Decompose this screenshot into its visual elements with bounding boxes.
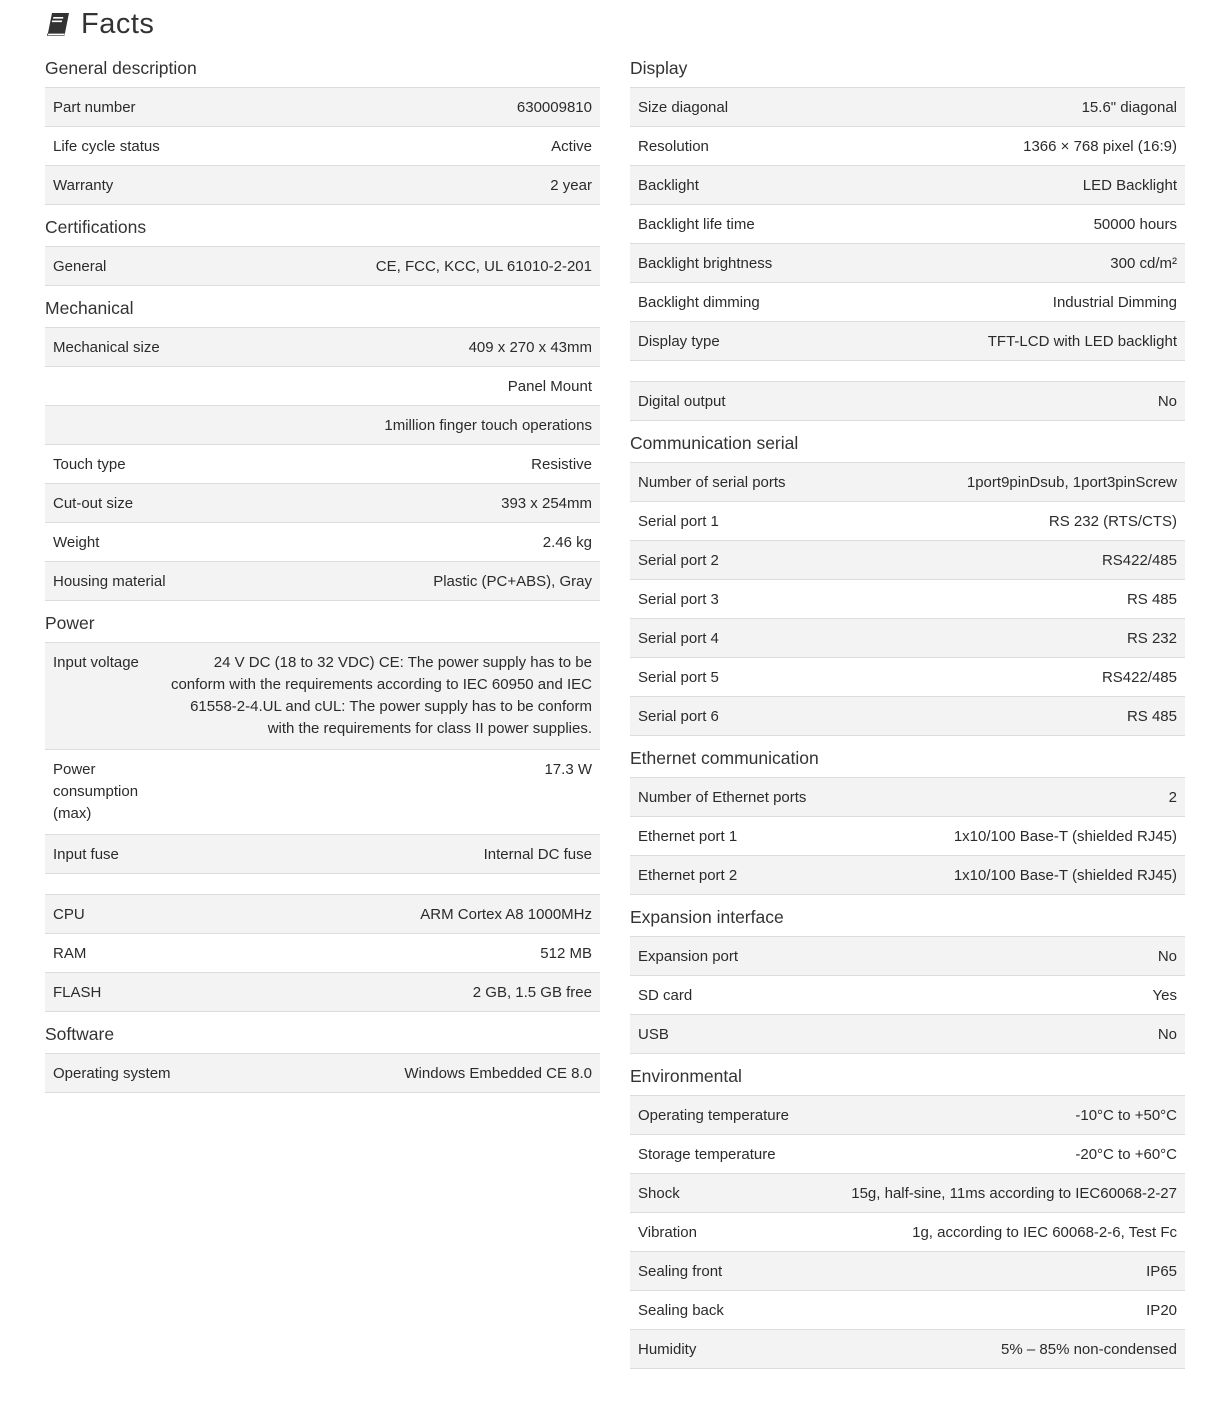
fact-value: Active [364,127,600,166]
fact-label: Input fuse [45,835,153,874]
table-row [45,562,600,601]
fact-value: IP65 [812,1252,1185,1291]
facts-table [630,777,1185,895]
fact-label: Vibration [630,1213,812,1252]
facts-table [630,462,1185,736]
fact-value: 5% – 85% non-condensed [812,1330,1185,1369]
table-row [45,445,600,484]
section-group-1 [630,361,1185,421]
section-display [630,46,1185,361]
fact-label: Size diagonal [630,88,865,127]
fact-value: RS422/485 [863,541,1185,580]
fact-value: No [1041,1015,1185,1054]
fact-label: Digital output [630,382,1044,421]
fact-label: Backlight [630,166,865,205]
section-title: Expansion interface [630,907,784,927]
table-row [630,817,1185,856]
facts-table [630,1095,1185,1369]
fact-label: Backlight brightness [630,244,865,283]
fact-label: Warranty [45,166,364,205]
section-spacer [630,361,1185,381]
table-row [45,973,600,1012]
facts-table [45,642,600,874]
table-row [630,1330,1185,1369]
table-row [630,322,1185,361]
fact-label: Ethernet port 1 [630,817,872,856]
fact-value: Industrial Dimming [865,283,1185,322]
page-title: Facts [81,7,155,40]
fact-value: IP20 [812,1291,1185,1330]
fact-label: Life cycle status [45,127,364,166]
section-title: Display [630,58,688,78]
fact-label [45,406,248,445]
fact-value: RS 485 [863,580,1185,619]
table-row [630,463,1185,502]
fact-label: Serial port 5 [630,658,863,697]
left-column [45,46,600,1093]
fact-label: Display type [630,322,865,361]
fact-label: Serial port 3 [630,580,863,619]
facts-table [630,936,1185,1054]
fact-value: 409 x 270 x 43mm [248,328,600,367]
table-row [45,127,600,166]
fact-value: 24 V DC (18 to 32 VDC) CE: The power supply has to be conform with the requirements according to IEC 60950 and IEC 61558-2-4.UL and cUL: The power supply has to be conform with the requirements for class II power supplies. [153,643,600,750]
table-row [45,643,600,750]
fact-label: Serial port 4 [630,619,863,658]
fact-label: Backlight life time [630,205,865,244]
fact-value: -20°C to +60°C [812,1135,1185,1174]
table-row [45,328,600,367]
fact-label: Humidity [630,1330,812,1369]
table-row [630,205,1185,244]
fact-label: Storage temperature [630,1135,812,1174]
fact-value: Windows Embedded CE 8.0 [265,1054,600,1093]
fact-label: Shock [630,1174,812,1213]
fact-label: Mechanical size [45,328,248,367]
table-row [45,1054,600,1093]
page-title-block [45,4,154,44]
table-row [630,283,1185,322]
fact-value: 1366 × 768 pixel (16:9) [865,127,1185,166]
table-row [45,895,600,934]
section-communication-serial [630,421,1185,736]
section-title: Mechanical [45,298,134,318]
fact-value: 2 year [364,166,600,205]
fact-value: 17.3 W [153,750,600,835]
fact-value: 1x10/100 Base-T (shielded RJ45) [872,817,1185,856]
section-group-4 [45,874,600,1012]
facts-table [45,327,600,601]
table-row [630,856,1185,895]
fact-value: RS 485 [863,697,1185,736]
fact-label: Number of Ethernet ports [630,778,872,817]
fact-value: Plastic (PC+ABS), Gray [248,562,600,601]
table-row [45,750,600,835]
section-mechanical [45,286,600,601]
fact-label: Housing material [45,562,248,601]
fact-label: Serial port 6 [630,697,863,736]
fact-label: Operating system [45,1054,265,1093]
table-row [630,658,1185,697]
fact-value: Panel Mount [248,367,600,406]
fact-value: Internal DC fuse [153,835,600,874]
fact-value: LED Backlight [865,166,1185,205]
table-row [630,1015,1185,1054]
table-row [630,1096,1185,1135]
section-title: Certifications [45,217,147,237]
fact-label: Sealing back [630,1291,812,1330]
section-title: Environmental [630,1066,742,1086]
fact-label [45,367,248,406]
fact-value: 2 GB, 1.5 GB free [187,973,600,1012]
fact-label: SD card [630,976,1041,1015]
fact-label: Touch type [45,445,248,484]
fact-label: Ethernet port 2 [630,856,872,895]
table-row [630,382,1185,421]
fact-label: Power consumption (max) [45,750,153,835]
fact-value: Yes [1041,976,1185,1015]
facts-table [45,1053,600,1093]
fact-label: Serial port 1 [630,502,863,541]
section-title: Power [45,613,95,633]
fact-label: USB [630,1015,1041,1054]
section-title: Software [45,1024,115,1044]
table-row [630,88,1185,127]
fact-value: 2 [872,778,1185,817]
table-row [630,1213,1185,1252]
table-row [45,367,600,406]
fact-value: No [1044,382,1185,421]
fact-value: 1x10/100 Base-T (shielded RJ45) [872,856,1185,895]
table-row [630,541,1185,580]
fact-value: 50000 hours [865,205,1185,244]
fact-label: Number of serial ports [630,463,863,502]
fact-value: 15g, half-sine, 11ms according to IEC60068-2-27 [812,1174,1185,1213]
table-row [45,88,600,127]
table-row [630,127,1185,166]
table-row [630,937,1185,976]
fact-value: RS 232 (RTS/CTS) [863,502,1185,541]
table-row [630,1291,1185,1330]
table-row [45,406,600,445]
section-title: Communication serial [630,433,799,453]
fact-value: 512 MB [187,934,600,973]
table-row [45,835,600,874]
table-row [45,166,600,205]
table-row [630,580,1185,619]
table-row [630,1252,1185,1291]
fact-value: 1million finger touch operations [248,406,600,445]
section-environmental [630,1054,1185,1369]
fact-label: CPU [45,895,187,934]
fact-label: Operating temperature [630,1096,812,1135]
fact-value: No [1041,937,1185,976]
section-title: Ethernet communication [630,748,819,768]
fact-value: 393 x 254mm [248,484,600,523]
section-spacer [45,874,600,894]
fact-value: RS422/485 [863,658,1185,697]
fact-label: Sealing front [630,1252,812,1291]
table-row [45,934,600,973]
fact-label: Serial port 2 [630,541,863,580]
right-column [630,46,1185,1369]
book-icon [45,11,71,37]
table-row [630,244,1185,283]
fact-value: ARM Cortex A8 1000MHz [187,895,600,934]
table-row [630,502,1185,541]
table-row [45,247,600,286]
fact-label: Resolution [630,127,865,166]
fact-label: Expansion port [630,937,1041,976]
fact-label: Weight [45,523,248,562]
table-row [630,697,1185,736]
fact-label: Backlight dimming [630,283,865,322]
fact-label: Cut-out size [45,484,248,523]
table-row [45,484,600,523]
fact-label: RAM [45,934,187,973]
table-row [630,619,1185,658]
fact-value: 300 cd/m² [865,244,1185,283]
fact-value: 630009810 [364,88,600,127]
table-row [45,523,600,562]
fact-value: 2.46 kg [248,523,600,562]
section-ethernet-communication [630,736,1185,895]
section-certifications [45,205,600,286]
fact-value: TFT-LCD with LED backlight [865,322,1185,361]
fact-value: 1port9pinDsub, 1port3pinScrew [863,463,1185,502]
fact-value: Resistive [248,445,600,484]
facts-table [45,87,600,205]
table-row [630,1135,1185,1174]
fact-value: -10°C to +50°C [812,1096,1185,1135]
facts-table [630,87,1185,361]
table-row [630,976,1185,1015]
fact-label: Part number [45,88,364,127]
section-power [45,601,600,874]
table-row [630,166,1185,205]
section-expansion-interface [630,895,1185,1054]
facts-table [45,894,600,1012]
fact-value: 15.6" diagonal [865,88,1185,127]
fact-value: 1g, according to IEC 60068-2-6, Test Fc [812,1213,1185,1252]
table-row [630,1174,1185,1213]
fact-value: RS 232 [863,619,1185,658]
section-software [45,1012,600,1093]
section-general-description [45,46,600,205]
facts-table [630,381,1185,421]
fact-label: General [45,247,173,286]
table-row [630,778,1185,817]
section-title: General description [45,58,197,78]
fact-label: FLASH [45,973,187,1012]
facts-table [45,246,600,286]
fact-label: Input voltage [45,643,153,750]
fact-value: CE, FCC, KCC, UL 61010-2-201 [173,247,600,286]
